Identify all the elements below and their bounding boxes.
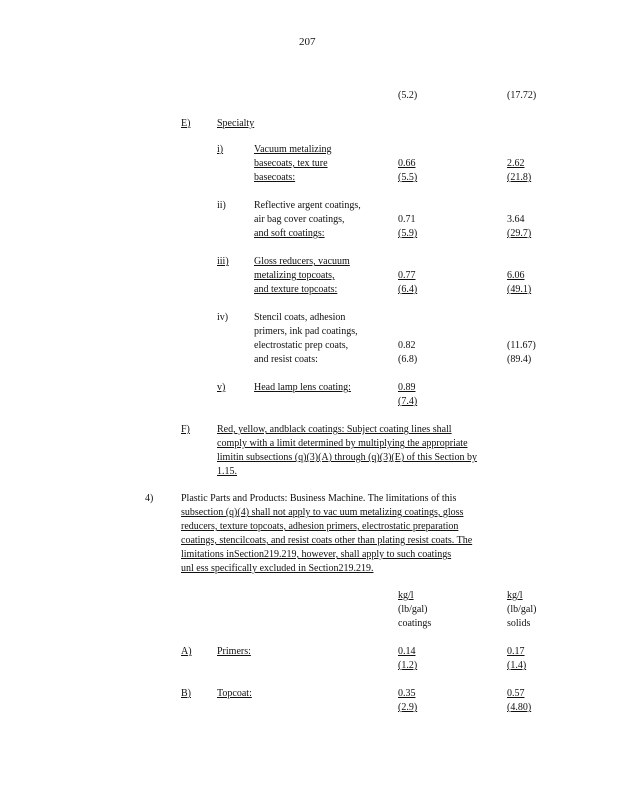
top-value-coatings: (5.2) bbox=[398, 90, 418, 101]
item-a-label: Primers: bbox=[217, 646, 251, 657]
col-coatings-header: (lb/gal) bbox=[398, 604, 428, 615]
item-iv-coatings: 0.82 bbox=[398, 340, 416, 351]
section-4-line: Plastic Parts and Products: Business Machine. The limitations of this bbox=[181, 493, 457, 504]
item-a-solids: 0.17 bbox=[507, 646, 525, 657]
item-iv-line: primers, ink pad coatings, bbox=[254, 326, 358, 337]
section-4-line: subsection (q)(4) shall not apply to vac uum metalizing coatings, gloss bbox=[181, 507, 464, 518]
item-i-solids: 2.62 bbox=[507, 158, 525, 169]
item-b-letter: B) bbox=[181, 688, 191, 699]
section-e-heading: Specialty bbox=[217, 118, 255, 129]
item-ii-number: ii) bbox=[217, 200, 226, 211]
item-ii-coatings-lb: (5.9) bbox=[398, 228, 418, 239]
item-b-coatings-lb: (2.9) bbox=[398, 702, 418, 713]
col-solids-header: kg/l bbox=[507, 590, 523, 601]
section-4-line: limitations inSection219.219, however, shall apply to such coatings bbox=[181, 549, 452, 560]
section-e-letter: E) bbox=[181, 118, 191, 129]
item-iii-line: metalizing topcoats, bbox=[254, 270, 335, 281]
item-ii-solids-lb: (29.7) bbox=[507, 228, 532, 239]
section-f-line: Red, yellow, andblack coatings: Subject coating lines shall bbox=[217, 424, 452, 435]
item-a-letter: A) bbox=[181, 646, 192, 657]
item-b-label: Topcoat: bbox=[217, 688, 252, 699]
item-iv-coatings-lb: (6.8) bbox=[398, 354, 418, 365]
section-4-line: coatings, stencilcoats, and resist coats other than plating resist coats. The bbox=[181, 535, 473, 546]
top-value-solids: (17.72) bbox=[507, 90, 537, 101]
item-i-number: i) bbox=[217, 144, 224, 155]
item-iii-solids: 6.06 bbox=[507, 270, 525, 281]
item-i-coatings-lb: (5.5) bbox=[398, 172, 418, 183]
item-ii-coatings: 0.71 bbox=[398, 214, 416, 225]
section-f-line: 1.15. bbox=[217, 466, 237, 477]
item-b-solids-lb: (4.80) bbox=[507, 702, 532, 713]
item-a-coatings-lb: (1.2) bbox=[398, 660, 418, 671]
item-ii-line: air bag cover coatings, bbox=[254, 214, 345, 225]
item-iii-coatings-lb: (6.4) bbox=[398, 284, 418, 295]
item-i-line: Vacuum metalizing bbox=[254, 144, 332, 155]
item-ii-line: Reflective argent coatings, bbox=[254, 200, 361, 211]
item-v-line: Head lamp lens coating: bbox=[254, 382, 351, 393]
item-iv-line: and resist coats: bbox=[254, 354, 318, 365]
item-iv-solids: (11.67) bbox=[507, 340, 536, 351]
item-iv-number: iv) bbox=[217, 312, 229, 323]
item-iii-number: iii) bbox=[217, 256, 229, 267]
section-f-letter: F) bbox=[181, 424, 190, 435]
item-i-solids-lb: (21.8) bbox=[507, 172, 532, 183]
col-coatings-header: kg/l bbox=[398, 590, 414, 601]
col-coatings-header: coatings bbox=[398, 618, 432, 629]
page-number: 207 bbox=[299, 36, 316, 48]
item-ii-solids: 3.64 bbox=[507, 214, 525, 225]
section-4-number: 4) bbox=[145, 493, 154, 504]
section-f-line: comply with a limit determined by multiplying the appropriate bbox=[217, 438, 468, 449]
item-i-line: basecoats, tex ture bbox=[254, 158, 328, 169]
item-v-coatings-lb: (7.4) bbox=[398, 396, 418, 407]
section-4-line: unl ess specifically excluded in Section219.219. bbox=[181, 563, 374, 574]
section-4-line: reducers, texture topcoats, adhesion primers, electrostatic preparation bbox=[181, 521, 459, 532]
item-b-coatings: 0.35 bbox=[398, 688, 416, 699]
item-v-coatings: 0.89 bbox=[398, 382, 416, 393]
col-solids-header: (lb/gal) bbox=[507, 604, 537, 615]
item-iv-line: electrostatic prep coats, bbox=[254, 340, 349, 351]
item-iv-line: Stencil coats, adhesion bbox=[254, 312, 346, 323]
item-v-number: v) bbox=[217, 382, 226, 393]
item-a-coatings: 0.14 bbox=[398, 646, 416, 657]
col-solids-header: solids bbox=[507, 618, 531, 629]
item-iv-solids-lb: (89.4) bbox=[507, 354, 532, 365]
item-iii-line: Gloss reducers, vacuum bbox=[254, 256, 350, 267]
section-f-line: limitin subsections (q)(3)(A) through (q)(3)(E) of this Section by bbox=[217, 452, 477, 463]
item-iii-line: and texture topcoats: bbox=[254, 284, 338, 295]
item-iii-coatings: 0.77 bbox=[398, 270, 416, 281]
item-ii-line: and soft coatings: bbox=[254, 228, 325, 239]
item-iii-solids-lb: (49.1) bbox=[507, 284, 532, 295]
item-i-coatings: 0.66 bbox=[398, 158, 416, 169]
item-b-solids: 0.57 bbox=[507, 688, 525, 699]
item-a-solids-lb: (1.4) bbox=[507, 660, 527, 671]
item-i-line: basecoats: bbox=[254, 172, 296, 183]
